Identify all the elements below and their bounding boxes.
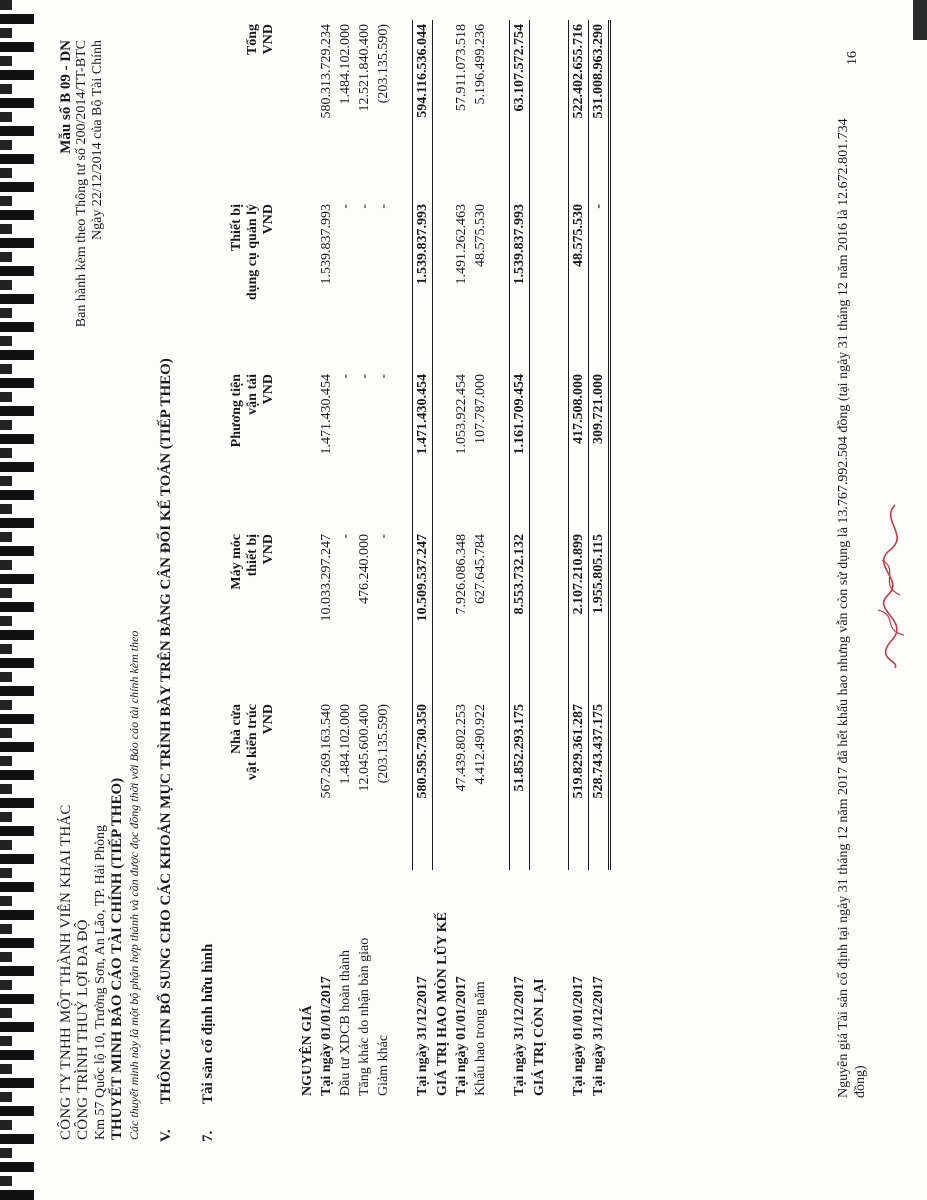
table-row: Tại ngày 01/01/2017 567.269.163.540 10.033.297.247 1.471.430.454 1.539.837.993 580.313.729.234 <box>318 24 334 1096</box>
column-header: Thiết bị dụng cụ quản lý VND <box>229 204 276 301</box>
page-number: 16 <box>845 51 860 65</box>
column-header: Phương tiện vận tải VND <box>229 374 276 448</box>
table-row: Giảm khác (203.135.590) - - - (203.135.590) <box>375 24 391 1096</box>
company-header <box>58 420 143 1140</box>
footnote: Nguyên giá Tài sản cố định tại ngày 31 tháng 12 năm 2017 đã hết khấu hao nhưng vẫn còn sử dụng là 13.767.992.504 đồng (tại ngày 31 tháng 12 năm 2016 là 12.672.801.734 đồng) <box>836 118 868 1098</box>
table-row: Tại ngày 01/01/2017 47.439.802.253 7.926.086.348 1.053.922.454 1.491.262.463 57.911.073.518 <box>453 24 469 1096</box>
form-code: Mẫu số B 09 - DN <box>58 40 74 154</box>
form-line-1: Ban hành kèm theo Thông tư số 200/2014/TT-BTC <box>74 40 89 328</box>
table-row: Đầu tư XDCB hoàn thành 1.484.102.000 - - - 1.484.102.000 <box>337 24 353 1096</box>
form-header <box>58 40 106 400</box>
table-row: Khấu hao trong năm 4.412.490.922 627.645.784 107.787.000 48.575.530 5.196.499.236 <box>472 24 488 1096</box>
subsection-heading <box>200 944 217 1142</box>
subsection-number: 7. <box>200 1130 216 1142</box>
table-row: Tăng khác do nhận bàn giao 12.045.600.400 476.240.000 - - 12.521.840.400 <box>356 24 372 1096</box>
group-heading: GIÁ TRỊ HAO MÒN LŨY KẾ <box>434 912 450 1096</box>
company-name: CÔNG TY TNHH MỘT THÀNH VIÊN KHAI THÁC <box>58 804 74 1140</box>
signature-mark <box>870 500 920 670</box>
table-row-total: Tại ngày 31/12/2017 528.743.437.175 1.955.805.115 309.721.000 - 531.008.963.290 <box>589 20 610 1100</box>
report-note: Các thuyết minh này là một bộ phận hợp thành và cần được đọc đồng thời với Báo cáo tài chính kèm theo <box>127 630 141 1140</box>
column-header: Máy móc thiết bị VND <box>229 534 276 590</box>
section-title: THÔNG TIN BỔ SUNG CHO CÁC KHOẢN MỤC TRÌNH BÀY TRÊN BẢNG CÂN ĐỐI KẾ TOÁN (TIẾP THEO) <box>158 358 174 1104</box>
fixed-assets-table <box>228 20 611 1100</box>
column-header: Tổng VND <box>245 24 276 56</box>
company-name-2: CÔNG TRÌNH THUỶ LỢI ĐA ĐỘ <box>75 919 91 1140</box>
form-line-2: Ngày 22/12/2014 của Bộ Tài Chính <box>90 40 105 240</box>
column-header: Nhà cửa vật kiến trúc VND <box>229 704 276 781</box>
header-blank <box>228 870 279 1100</box>
group-heading: GIÁ TRỊ CÒN LẠI <box>531 978 547 1096</box>
group-heading: NGUYÊN GIÁ <box>299 1005 315 1096</box>
table-row-total: Tại ngày 31/12/2017 580.595.730.350 10.509.537.247 1.471.430.454 1.539.837.993 594.116.536.044 <box>413 20 433 1100</box>
column-header-row <box>228 20 279 1100</box>
table-row: Tại ngày 01/01/2017 519.829.361.287 2.107.210.899 417.508.000 48.575.530 522.402.655.716 <box>569 20 589 1100</box>
section-number: V. <box>158 1129 174 1142</box>
subsection-title: Tài sản cố định hữu hình <box>200 943 216 1104</box>
table-row-total: Tại ngày 31/12/2017 51.852.293.175 8.553.732.132 1.161.709.454 1.539.837.993 63.107.572.754 <box>510 20 530 1100</box>
company-address: Km 57 Quốc lộ 10, Trường Sơn, An Lão, TP. Hải Phòng <box>93 825 108 1140</box>
report-title: THUYẾT MINH BÁO CÁO TÀI CHÍNH (TIẾP THEO) <box>109 777 125 1140</box>
section-heading <box>158 358 175 1142</box>
